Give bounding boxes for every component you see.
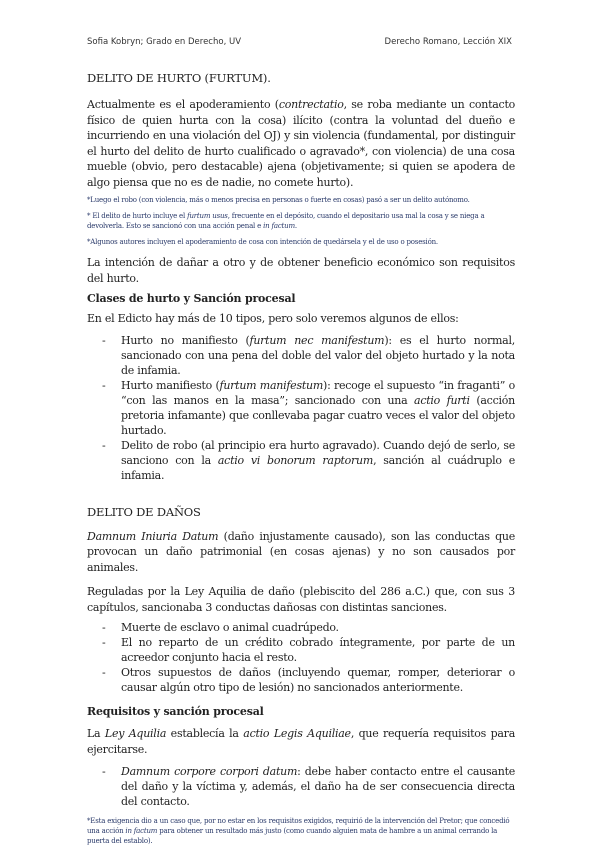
conductas-list (87, 620, 515, 695)
list-item: - Hurto manifiesto (furtum manifestum): recoge el supuesto “in fraganti” o “con las manos en la masa”; sancionado con una actio furti (acción pretoria infamante) que conllevaba pagar cuatro veces el valor del objeto hurtado. (102, 378, 515, 437)
heading-clases-hurto: Clases de hurto y Sanción procesal (87, 292, 296, 305)
danos-definition: Damnum Iniuria Datum (daño injustamente causado), son las conductas que provocan un daño patrimonial (en cosas ajenas) y no son causados por animales. (87, 529, 515, 574)
list-item: - Muerte de esclavo o animal cuadrúpedo. (102, 621, 339, 634)
header-right: Derecho Romano, Lección XIX (384, 37, 512, 47)
footnote-furtum-usus: * El delito de hurto incluye el furtum usus, frecuente en el depósito, cuando el depositario usa mal la cosa y se niega a devolverla. Esto se sancionó con una acción penal e in factum. (87, 212, 485, 230)
list-item: - Otros supuestos de daños (incluyendo quemar, romper, deteriorar o causar algún otro tipo de lesión) no sancionados anteriormente. (102, 666, 515, 694)
requisitos-list (87, 764, 515, 809)
list-item: - El no reparto de un crédito cobrado íntegramente, por parte de un acreedor conjunto hacia el resto. (102, 636, 515, 664)
ley-aquilia-intro: Reguladas por la Ley Aquilia de daño (plebiscito del 286 a.C.) que, con sus 3 capítulos, sancionaba 3 conductas dañosas con distintas sanciones. (87, 585, 515, 614)
list-item: - Delito de robo (al principio era hurto agravado). Cuando dejó de serlo, se sanciono con la actio vi bonorum raptorum, sanción al cuádruplo e infamia. (102, 438, 515, 482)
actio-legis-aquiliae: La Ley Aquilia establecía la actio Legis Aquiliae, que requería requisitos para ejercitarse. (87, 727, 516, 756)
list-item: - Damnum corpore corpori datum: debe haber contacto entre el causante del daño y la víctima y, además, el daño ha de ser consecuencia directa del contacto. (102, 765, 516, 808)
footnote-robo: *Luego el robo (con violencia, más o menos precisa en personas o fuerte en cosas) pasó a ser un delito autónomo. (87, 196, 470, 204)
heading-requisitos: Requisitos y sanción procesal (87, 705, 264, 718)
list-item: - Hurto no manifiesto (furtum nec manifestum): es el hurto normal, sancionado con una pena del doble del valor del objeto hurtado y la nota de infamia. (102, 333, 516, 377)
footnote-pretor: *Esta exigencia dio a un caso que, por no estar en los requisitos exigidos, requirió de la intervención del Pretor; que concedió una acción in factum para obtener un resultado más justo (como cuando alguien mata de hambre a un animal cerrando la puerta del establo). (87, 817, 510, 845)
page-body (87, 70, 515, 846)
header-left: Sofia Kobryn; Grado en Derecho, UV (87, 37, 242, 47)
section-title-hurto: DELITO DE HURTO (FURTUM). (87, 71, 271, 85)
edicto-intro: En el Edicto hay más de 10 tipos, pero solo veremos algunos de ellos: (87, 312, 459, 325)
section-title-danos: DELITO DE DAÑOS (87, 504, 201, 519)
clases-hurto-list (87, 333, 515, 483)
footnote-autores: *Algunos autores incluyen el apoderamiento de cosa con intención de quedársela y el de uso o posesión. (87, 238, 438, 246)
hurto-definition: Actualmente es el apoderamiento (contrectatio, se roba mediante un contacto físico de quien hurta con la cosa) ilícito (contra la voluntad del dueño e incurriendo en una violación del OJ) y sin violencia (fundamental, por distinguir el hurto del delito de hurto cualificado o agravado*, con violencia) de una cosa mueble (obvio, pero destacable) ajena (objetivamente; si quien se apodera de algo piensa que no es de nadie, no comete hurto). (87, 98, 515, 189)
hurto-intencion: La intención de dañar a otro y de obtener beneficio económico son requisitos del hurto. (87, 256, 515, 285)
